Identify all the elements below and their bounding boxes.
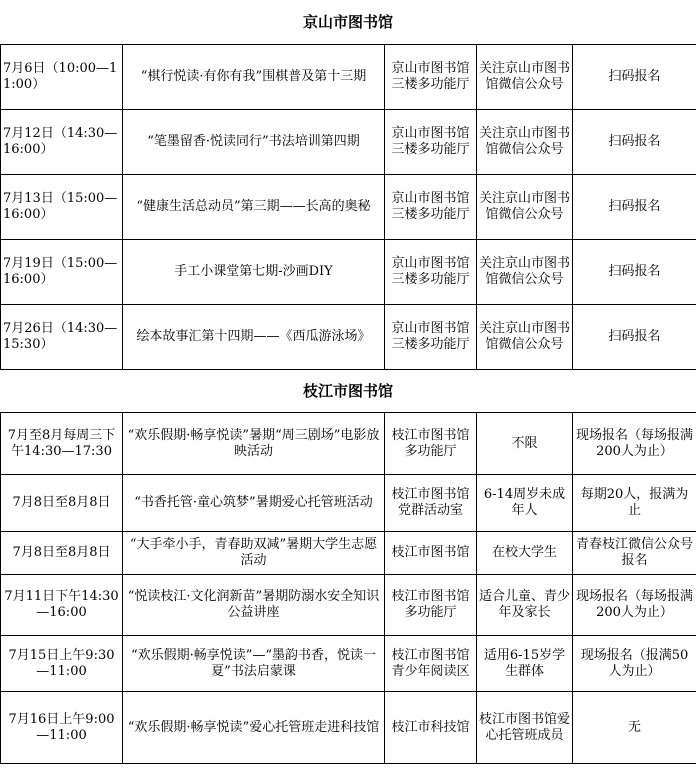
event-signup: 扫码报名 (573, 305, 696, 370)
event-venue: 枝江市科技馆 (385, 692, 477, 764)
event-venue: 枝江市图书馆多功能厅 (385, 413, 477, 475)
event-title: “棋行悦读·有你有我”围棋普及第十三期 (123, 45, 385, 110)
table-row (1, 45, 696, 110)
event-title: “大手牵小手，青春助双减”暑期大学生志愿活动 (123, 532, 385, 575)
table-row (1, 575, 696, 636)
jingshan-library-title: 京山市图书馆 (302, 13, 393, 31)
event-signup: 扫码报名 (573, 110, 696, 175)
event-signup: 扫码报名 (573, 45, 696, 110)
event-signup: 每期20人，报满为止 (573, 475, 696, 532)
event-audience: 关注京山市图书馆微信公众号 (477, 240, 573, 305)
event-audience: 关注京山市图书馆微信公众号 (477, 45, 573, 110)
event-time: 7月至8月每周三下午14:30—17:30 (1, 413, 123, 475)
event-title: “悦读枝江·文化润新苗”暑期防溺水安全知识公益讲座 (123, 575, 385, 636)
event-signup: 现场报名（每场报满200人为止） (573, 575, 696, 636)
event-title: “欢乐假期·畅享悦读”—“墨韵书香，悦读一夏”书法启蒙课 (123, 636, 385, 692)
table-row (1, 110, 696, 175)
event-audience: 关注京山市图书馆微信公众号 (477, 305, 573, 370)
event-title: “健康生活总动员”第三期——长高的奥秘 (123, 175, 385, 240)
table-row (1, 240, 696, 305)
event-signup: 扫码报名 (573, 175, 696, 240)
event-audience: 适合儿童、青少年及家长 (477, 575, 573, 636)
event-venue: 京山市图书馆三楼多功能厅 (385, 45, 477, 110)
event-venue: 京山市图书馆三楼多功能厅 (385, 240, 477, 305)
event-signup: 无 (573, 692, 696, 764)
event-audience: 在校大学生 (477, 532, 573, 575)
table-row (1, 175, 696, 240)
event-title: “笔墨留香·悦读同行”书法培训第四期 (123, 110, 385, 175)
event-time: 7月6日（10:00—11:00） (1, 45, 123, 110)
event-time: 7月11日下午14:30—16:00 (1, 575, 123, 636)
zhijiang-events-table (0, 412, 696, 764)
event-signup: 青春枝江微信公众号报名 (573, 532, 696, 575)
zhijiang-library-title: 枝江市图书馆 (302, 382, 393, 400)
jingshan-events-table (0, 44, 696, 370)
event-audience: 6-14周岁未成年人 (477, 475, 573, 532)
event-audience: 不限 (477, 413, 573, 475)
event-time: 7月19日（15:00—16:00） (1, 240, 123, 305)
table-row (1, 413, 696, 475)
event-time: 7月15日上午9:30—11:00 (1, 636, 123, 692)
event-time: 7月13日（15:00—16:00） (1, 175, 123, 240)
event-venue: 京山市图书馆三楼多功能厅 (385, 110, 477, 175)
event-title: “书香托管·童心筑梦”暑期爱心托管班活动 (123, 475, 385, 532)
table-row (1, 636, 696, 692)
event-audience: 枝江市图书馆爱心托管班成员 (477, 692, 573, 764)
event-venue: 枝江市图书馆 (385, 532, 477, 575)
event-venue: 京山市图书馆三楼多功能厅 (385, 175, 477, 240)
event-time: 7月12日（14:30—16:00） (1, 110, 123, 175)
event-title: “欢乐假期·畅享悦读”暑期“周三剧场”电影放映活动 (123, 413, 385, 475)
table-row (1, 305, 696, 370)
event-title: “欢乐假期·畅享悦读”爱心托管班走进科技馆 (123, 692, 385, 764)
event-signup: 扫码报名 (573, 240, 696, 305)
event-time: 7月26日（14:30—15:30） (1, 305, 123, 370)
event-time: 7月16日上午9:00—11:00 (1, 692, 123, 764)
event-signup: 现场报名（每场报满200人为止） (573, 413, 696, 475)
event-venue: 枝江市图书馆青少年阅读区 (385, 636, 477, 692)
event-title: 手工小课堂第七期-沙画DIY (123, 240, 385, 305)
event-time: 7月8日至8月8日 (1, 532, 123, 575)
table-row (1, 475, 696, 532)
event-audience: 关注京山市图书馆微信公众号 (477, 110, 573, 175)
event-audience: 关注京山市图书馆微信公众号 (477, 175, 573, 240)
table-row (1, 692, 696, 764)
event-signup: 现场报名（报满50人为止） (573, 636, 696, 692)
event-venue: 枝江市图书馆多功能厅 (385, 575, 477, 636)
event-audience: 适用6-15岁学生群体 (477, 636, 573, 692)
event-time: 7月8日至8月8日 (1, 475, 123, 532)
table-row (1, 532, 696, 575)
event-title: 绘本故事汇第十四期——《西瓜游泳场》 (123, 305, 385, 370)
event-venue: 京山市图书馆三楼多功能厅 (385, 305, 477, 370)
event-venue: 枝江市图书馆党群活动室 (385, 475, 477, 532)
